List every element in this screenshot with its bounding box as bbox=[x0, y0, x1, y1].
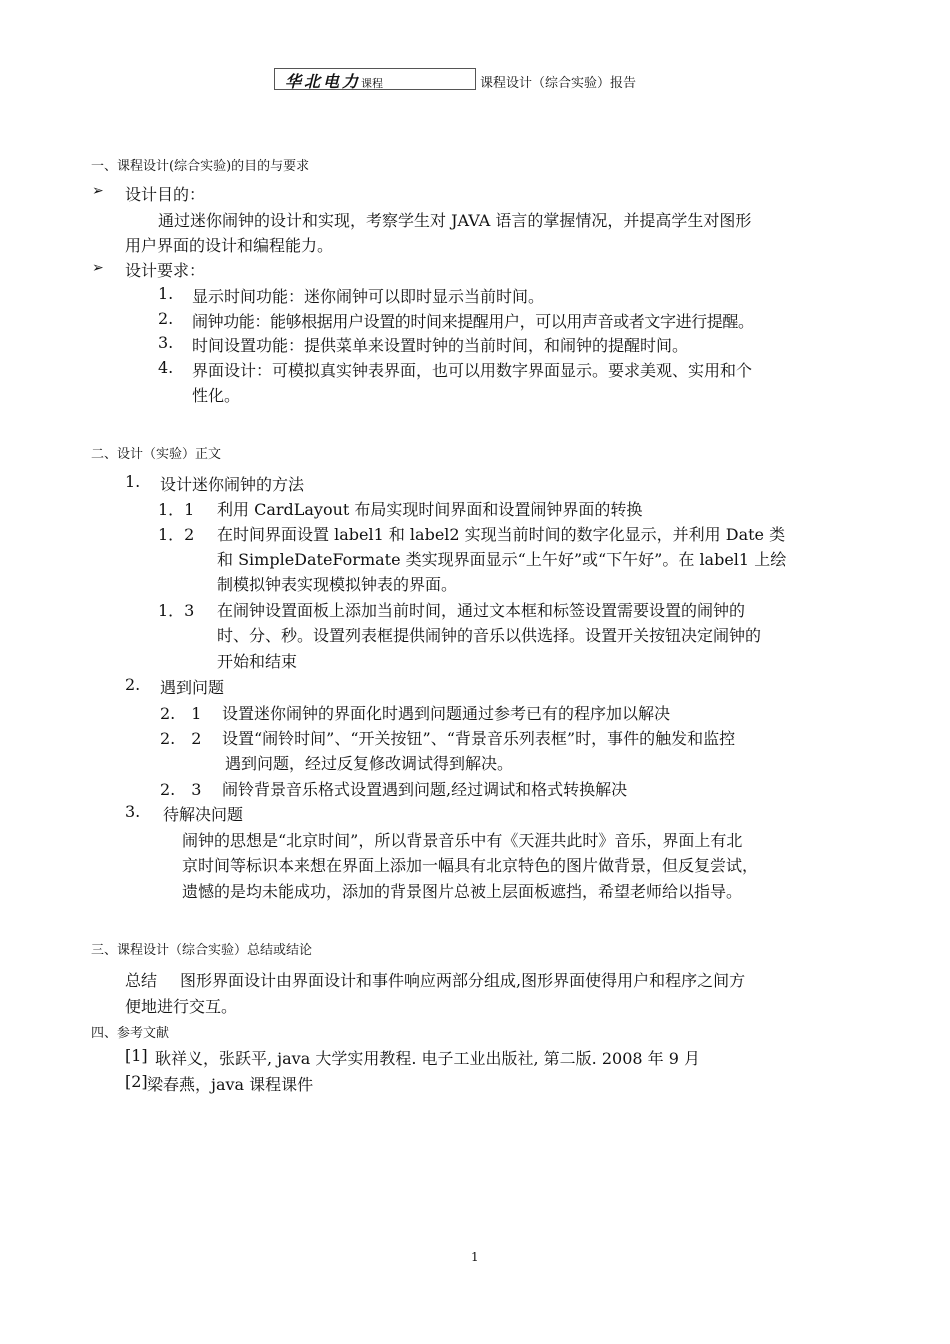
page-number: 1 bbox=[471, 1250, 479, 1264]
item-number: 1．3 bbox=[158, 601, 195, 620]
summary-label: 总结 bbox=[125, 971, 158, 990]
list-item: 界面设计：可模拟真实钟表界面，也可以用数字界面显示。要求美观、实用和个 bbox=[192, 361, 753, 380]
item-number: 2. 3 bbox=[160, 780, 202, 799]
item-line: 设置迷你闹钟的界面化时遇到问题通过参考已有的程序加以解决 bbox=[222, 704, 671, 723]
subsection-title: 待解决问题 bbox=[163, 805, 244, 824]
goal-line: 通过迷你闹钟的设计和实现，考察学生对 JAVA 语言的掌握情况，并提高学生对图形 bbox=[158, 211, 752, 230]
section3-heading: 三、课程设计（综合实验）总结或结论 bbox=[91, 943, 313, 958]
reference-text: 梁春燕，java 课程课件 bbox=[147, 1075, 314, 1094]
item-number: 1．2 bbox=[158, 525, 195, 544]
subsection-title: 遇到问题 bbox=[160, 678, 225, 697]
report-header-title: 课程设计（综合实验）报告 bbox=[480, 76, 637, 91]
subsection-number: 2. bbox=[125, 675, 141, 694]
goal-label: 设计目的： bbox=[125, 185, 206, 204]
list-item-continuation: 性化。 bbox=[192, 386, 241, 405]
list-item-number: 3. bbox=[158, 333, 174, 352]
item-line: 制模拟钟表实现模拟钟表的界面。 bbox=[217, 575, 458, 594]
summary-line: 便地进行交互。 bbox=[125, 997, 238, 1016]
list-item-number: 4. bbox=[158, 358, 174, 377]
item-line: 在时间界面设置 label1 和 label2 实现当前时间的数字化显示，并利用 Date 类 bbox=[217, 525, 786, 544]
item-line: 和 SimpleDateFormate 类实现界面显示“上午好”或“下午好”。在 label1 上绘 bbox=[217, 550, 787, 569]
reference-tag: [2] bbox=[125, 1072, 148, 1091]
item-line: 在闹钟设置面板上添加当前时间，通过文本框和标签设置需要设置的闹钟的 bbox=[217, 601, 746, 620]
subsection-title: 设计迷你闹钟的方法 bbox=[160, 475, 305, 494]
bullet-icon: ➢ bbox=[92, 260, 104, 276]
paragraph-line: 闹钟的思想是“北京时间”，所以背景音乐中有《天涯共此时》音乐，界面上有北 bbox=[182, 831, 743, 850]
item-line: 开始和结束 bbox=[217, 652, 298, 671]
list-item: 显示时间功能：迷你闹钟可以即时显示当前时间。 bbox=[192, 287, 545, 306]
summary-line: 图形界面设计由界面设计和事件响应两部分组成,图形界面使得用户和程序之间方 bbox=[180, 971, 746, 990]
logo-text: 华北电力 bbox=[285, 72, 362, 91]
reference-tag: [1] bbox=[125, 1046, 148, 1065]
subsection-number: 1. bbox=[125, 472, 141, 491]
item-number: 1．1 bbox=[158, 500, 195, 519]
list-item-number: 2. bbox=[158, 309, 174, 328]
university-logo bbox=[285, 69, 383, 92]
list-item: 闹钟功能：能够根据用户设置的时间来提醒用户，可以用声音或者文字进行提醒。 bbox=[192, 312, 754, 331]
item-line: 时、分、秒。设置列表框提供闹钟的音乐以供选择。设置开关按钮决定闹钟的 bbox=[217, 626, 762, 645]
item-line: 闹铃背景音乐格式设置遇到问题,经过调试和格式转换解决 bbox=[222, 780, 628, 799]
paragraph-line: 京时间等标识本来想在界面上添加一幅具有北京特色的图片做背景，但反复尝试， bbox=[182, 856, 759, 875]
bullet-icon: ➢ bbox=[92, 183, 104, 199]
section1-heading: 一、课程设计(综合实验)的目的与要求 bbox=[91, 159, 310, 174]
section2-heading: 二、设计（实验）正文 bbox=[91, 447, 222, 462]
list-item: 时间设置功能：提供菜单来设置时钟的当前时间，和闹钟的提醒时间。 bbox=[192, 336, 689, 355]
requirements-label: 设计要求： bbox=[125, 261, 206, 280]
goal-line: 用户界面的设计和编程能力。 bbox=[125, 236, 334, 255]
reference-text: 耿祥义，张跃平, java 大学实用教程. 电子工业出版社, 第二版. 2008 年 9 月 bbox=[155, 1049, 701, 1068]
section4-heading: 四、参考文献 bbox=[91, 1026, 170, 1041]
list-item-number: 1. bbox=[158, 284, 174, 303]
item-line: 利用 CardLayout 布局实现时间界面和设置闹钟界面的转换 bbox=[217, 500, 643, 519]
item-number: 2. 1 bbox=[160, 704, 202, 723]
item-line: 设置“闹铃时间”、“开关按钮”、“背景音乐列表框”时，事件的触发和监控 bbox=[222, 729, 736, 748]
item-number: 2. 2 bbox=[160, 729, 202, 748]
item-line: 遇到问题，经过反复修改调试得到解决。 bbox=[225, 754, 514, 773]
subsection-number: 3. bbox=[125, 802, 141, 821]
logo-overlay-text: 课程 bbox=[361, 77, 384, 90]
paragraph-line: 遗憾的是均未能成功，添加的背景图片总被上层面板遮挡，希望老师给以指导。 bbox=[182, 882, 743, 901]
